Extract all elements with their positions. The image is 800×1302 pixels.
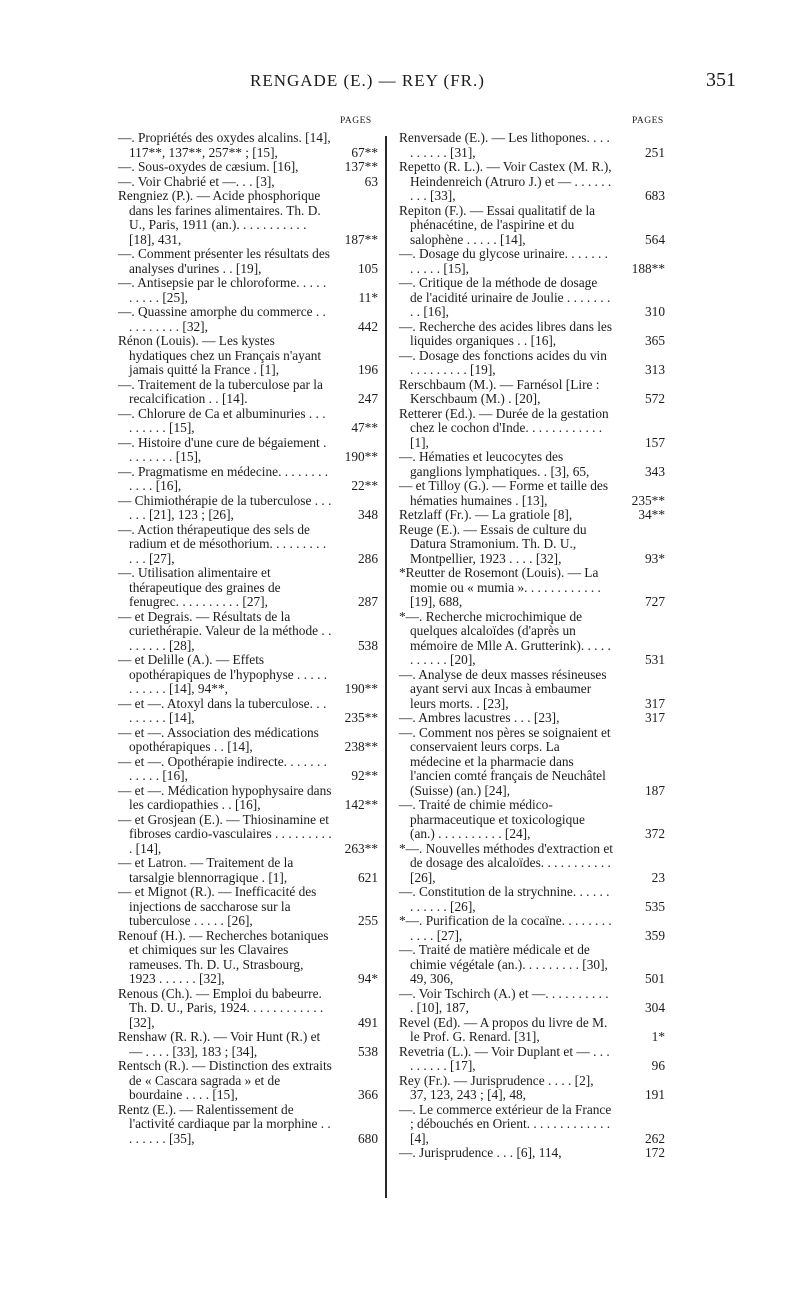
entry-text: —. Jurisprudence . . . [6], 114, (399, 1145, 562, 1160)
index-entry (118, 755, 378, 784)
entry-text: Repetto (R. L.). — Voir Castex (M. R.), Heindenreich (Atruro J.) et — . . . . . . . . . [33], (399, 159, 612, 203)
index-entry (118, 1103, 378, 1147)
entry-page: 235** (344, 710, 378, 725)
index-entry (118, 160, 378, 175)
running-head (0, 71, 800, 95)
entry-text: Rentsch (R.). — Distinction des extraits de « Cascara sagrada » et de bourdaine . . . . [15], (118, 1058, 332, 1102)
page-number: 351 (706, 69, 736, 91)
entry-page: 287 (357, 594, 378, 609)
entry-page: 538 (357, 1043, 378, 1059)
entry-page: 157 (644, 434, 665, 450)
entry-page: 680 (357, 1130, 378, 1146)
entry-page: 310 (644, 304, 665, 319)
entry-page: 196 (357, 362, 378, 377)
index-entry (399, 914, 665, 943)
index-entry (118, 1030, 378, 1059)
entry-text: —. Constitution de la strychnine. . . . . . . . . . . . [26], (399, 884, 610, 914)
index-entry (399, 1146, 665, 1161)
entry-text: Renouf (H.). — Recherches botaniques et chimiques sur les Clavaires rameuses. Th. D. U., Strasbourg, 1923 . . . . . . [32], (118, 927, 329, 986)
entry-text: Retzlaff (Fr.). — La gratiole [8], (399, 507, 573, 522)
entry-text: Rerschbaum (M.). — Farnésol [Lire : Kerschbaum (M.) . [20], (399, 376, 600, 406)
entry-page: 535 (644, 898, 665, 914)
index-entry (399, 378, 665, 407)
entry-text: —. Action thérapeutique des sels de radium et de mésothorium. . . . . . . . . . . . [27], (118, 521, 327, 566)
entry-text: Rengniez (P.). — Acide phosphorique dans les farines alimentaires. Th. D. U., Paris, 1911 (an.). . . . . . . . . . . [18], 431, (118, 188, 321, 247)
entry-text: Rentz (E.). — Ralentissement de l'activité cardiaque par la morphine . . . . . . . . [35], (118, 1101, 331, 1146)
index-entry (399, 610, 665, 668)
entry-text: *—. Nouvelles méthodes d'extraction et de dosage des alcaloïdes. . . . . . . . . . . [26], (399, 840, 613, 885)
entry-page: 262 (644, 1130, 665, 1146)
entry-text: —. Traité de matière médicale et de chimie végétale (an.). . . . . . . . . [30], 49, 306, (399, 942, 608, 986)
entry-text: —. Utilisation alimentaire et thérapeutique des graines de fenugrec. . . . . . . . . . [27], (118, 565, 281, 609)
index-entry (118, 305, 378, 334)
entry-text: —. Propriétés des oxydes alcalins. [14], 117**, 137**, 257** ; [15], (118, 130, 331, 160)
index-entry (118, 276, 378, 305)
entry-page: 190** (344, 449, 378, 464)
entry-text: *—. Purification de la cocaïne. . . . . . . . . . . . [27], (399, 913, 612, 943)
index-entry (118, 1059, 378, 1103)
entry-text: Repiton (F.). — Essai qualitatif de la phénacétine, de l'aspirine et du salophène . . . . . [14], (399, 202, 596, 247)
entry-text: — et —. Opothérapie indirecte. . . . . . . . . . . . [16], (118, 753, 327, 783)
index-entry (118, 653, 378, 697)
index-entry (399, 943, 665, 987)
index-entry (399, 885, 665, 914)
index-entry (118, 465, 378, 494)
index-entry (118, 885, 378, 929)
entry-text: Revetria (L.). — Voir Duplant et — . . . . . . . . . [17], (399, 1043, 610, 1073)
pages-column-label-right: PAGES (632, 116, 664, 126)
entry-text: — et —. Atoxyl dans la tuberculose. . . . . . . . . [14], (118, 695, 327, 725)
index-entry (399, 711, 665, 726)
left-column (118, 131, 378, 1146)
entry-text: —. Sous-oxydes de cæsium. [16], (118, 159, 299, 174)
entry-text: Rénon (Louis). — Les kystes hydatiques chez un Français n'ayant jamais quitté la France . [1], (118, 333, 322, 377)
entry-text: Renshaw (R. R.). — Voir Hunt (R.) et — . . . . [33], 183 ; [34], (118, 1029, 321, 1059)
entry-page: 251 (644, 144, 665, 160)
entry-text: —. Pragmatisme en médecine. . . . . . . . . . . . [16], (118, 463, 329, 493)
entry-text: — et Degrais. — Résultats de la curiethérapie. Valeur de la méthode . . . . . . . . [28], (118, 608, 332, 653)
index-entry (399, 1074, 665, 1103)
index-entry (118, 494, 378, 523)
entry-page: 372 (644, 826, 665, 841)
entry-page: 92** (351, 768, 378, 783)
entry-page: 235** (631, 492, 665, 508)
entry-text: *—. Recherche microchimique de quelques alcaloïdes (d'après un mémoire de Mlle A. Grutterink). . . . . . . . . . . [20], (399, 608, 611, 667)
entry-page: 317 (644, 695, 665, 711)
entry-text: Rey (Fr.). — Jurisprudence . . . . [2], 37, 123, 243 ; [4], 48, (399, 1072, 594, 1102)
entry-text: —. Recherche des acides libres dans les liquides organiques . . [16], (399, 318, 613, 348)
entry-page: 343 (644, 463, 665, 479)
index-entry (399, 204, 665, 248)
entry-page: 191 (644, 1087, 665, 1102)
index-entry (399, 1045, 665, 1074)
index-entry (118, 784, 378, 813)
entry-page: 531 (644, 652, 665, 667)
entry-text: —. Traité de chimie médico-pharmaceutique et toxicologique (an.) . . . . . . . . . . [24], (399, 797, 585, 841)
index-entry (118, 987, 378, 1031)
entry-page: 366 (357, 1087, 378, 1102)
entry-text: — et Grosjean (E.). — Thiosinamine et fibroses cardio-vasculaires . . . . . . . . . . [14], (118, 811, 332, 856)
column-divider (385, 136, 387, 1198)
entry-page: 564 (644, 231, 665, 247)
index-entry (399, 523, 665, 567)
entry-text: Revel (Ed). — A propos du livre de M. le Prof. G. Renard. [31], (399, 1014, 608, 1044)
index-entry (118, 566, 378, 610)
index-entry (118, 726, 378, 755)
index-entry (399, 842, 665, 886)
entry-page: 94* (357, 971, 378, 986)
index-entry (118, 610, 378, 654)
entry-page: 172 (644, 1145, 665, 1160)
entry-text: — et Tilloy (G.). — Forme et taille des hématies humaines . [13], (399, 478, 609, 508)
entry-page: 22** (351, 478, 378, 493)
entry-text: —. Quassine amorphe du commerce . . . . . . . . . . [32], (118, 304, 326, 334)
index-entry (118, 378, 378, 407)
index-entry (399, 450, 665, 479)
entry-page: 683 (644, 188, 665, 203)
entry-page: 538 (357, 637, 378, 653)
entry-page: 286 (357, 550, 378, 566)
entry-text: —. Hématies et leucocytes des ganglions lymphatiques. . [3], 65, (399, 449, 590, 479)
entry-text: — et Delille (A.). — Effets opothérapiques de l'hypophyse . . . . . . . . . . . [14], 94**, (118, 652, 328, 696)
entry-page: 348 (357, 507, 378, 522)
entry-text: — Chimiothérapie de la tuberculose . . . . . . [21], 123 ; [26], (118, 492, 332, 522)
entry-page: 187 (644, 782, 665, 798)
entry-page: 442 (357, 318, 378, 334)
entry-text: *Reutter de Rosemont (Louis). — La momie ou « mumia ». . . . . . . . . . . . [19], 688, (399, 565, 601, 609)
index-entry (118, 436, 378, 465)
entry-page: 67** (351, 144, 378, 160)
index-entry (399, 349, 665, 378)
index-entry (399, 566, 665, 610)
entry-page: 572 (644, 391, 665, 406)
index-entry (118, 856, 378, 885)
entry-page: 142** (344, 797, 378, 812)
entry-text: — et Mignot (R.). — Inefficacité des injections de saccharose sur la tuberculose . . . . . [26], (118, 884, 317, 928)
entry-text: —. Analyse de deux masses résineuses ayant servi aux Incas à embaumer leurs morts. . [23], (399, 666, 607, 711)
index-entry (399, 987, 665, 1016)
index-entry (399, 320, 665, 349)
entry-text: —. Le commerce extérieur de la France ; débouchés en Orient. . . . . . . . . . . . . [4], (399, 1101, 612, 1146)
entry-page: 727 (644, 594, 665, 609)
entry-page: 263** (344, 840, 378, 856)
entry-text: —. Chlorure de Ca et albuminuries . . . . . . . . . [15], (118, 405, 326, 435)
entry-page: 187** (344, 231, 378, 247)
entry-page: 188** (631, 260, 665, 276)
index-entry (399, 247, 665, 276)
entry-text: —. Voir Tschirch (A.) et —. . . . . . . . . . . [10], 187, (399, 985, 609, 1015)
index-entry (118, 523, 378, 567)
entry-page: 11* (358, 289, 378, 305)
entry-text: —. Dosage du glycose urinaire. . . . . . . . . . . . [15], (399, 246, 609, 276)
entry-page: 238** (344, 739, 378, 754)
index-entry (399, 160, 665, 204)
entry-page: 34** (638, 507, 665, 522)
entry-text: —. Traitement de la tuberculose par la recalcification . . [14]. (118, 376, 323, 406)
index-entry (118, 189, 378, 247)
index-entry (399, 479, 665, 508)
entry-page: 23 (651, 869, 665, 885)
entry-text: —. Comment présenter les résultats des analyses d'urines . . [19], (118, 246, 330, 276)
index-entry (399, 798, 665, 842)
entry-page: 304 (644, 1000, 665, 1015)
entry-page: 317 (644, 710, 665, 725)
running-title: RENGADE (E.) — REY (FR.) (250, 71, 485, 90)
entry-text: —. Critique de la méthode de dosage de l'acidité urinaire de Joulie . . . . . . . . . [16], (399, 275, 611, 319)
entry-text: —. Antisepsie par le chloroforme. . . . . . . . . . [25], (118, 275, 327, 305)
entry-page: 255 (357, 913, 378, 928)
entry-page: 621 (357, 869, 378, 885)
entry-page: 93* (644, 550, 665, 566)
index-entry (399, 668, 665, 712)
entry-text: Retterer (Ed.). — Durée de la gestation chez le cochon d'Inde. . . . . . . . . . . . [1], (399, 405, 609, 450)
entry-page: 96 (651, 1058, 665, 1073)
entry-text: Reuge (E.). — Essais de culture du Datura Stramonium. Th. D. U., Montpellier, 1923 . . . . [32], (399, 521, 587, 566)
entry-page: 359 (644, 927, 665, 943)
index-entry (399, 508, 665, 523)
entry-text: — et —. Médication hypophysaire dans les cardiopathies . . [16], (118, 782, 332, 812)
index-entry (118, 131, 378, 160)
index-entry (399, 407, 665, 451)
index-entry (118, 407, 378, 436)
entry-text: — et —. Association des médications opothérapiques . . [14], (118, 724, 319, 754)
index-entry (118, 247, 378, 276)
entry-page: 63 (364, 173, 378, 189)
right-column (399, 131, 665, 1161)
index-entry (399, 276, 665, 320)
index-entry (118, 175, 378, 190)
index-entry (118, 334, 378, 378)
entry-page: 491 (357, 1014, 378, 1030)
index-entry (399, 131, 665, 160)
entry-text: Renous (Ch.). — Emploi du babeurre. Th. D. U., Paris, 1924. . . . . . . . . . . . [32], (118, 985, 324, 1030)
entry-text: — et Latron. — Traitement de la tarsalgie blennorragique . [1], (118, 855, 294, 885)
pages-column-label-left: PAGES (340, 116, 372, 126)
entry-page: 190** (344, 681, 378, 696)
entry-text: —. Dosage des fonctions acides du vin . . . . . . . . . [19], (399, 347, 607, 377)
entry-page: 247 (357, 391, 378, 406)
index-entry (399, 1016, 665, 1045)
entry-page: 137** (344, 159, 378, 174)
entry-text: Renversade (E.). — Les lithopones. . . . . . . . . . [31], (399, 130, 610, 160)
entry-text: —. Ambres lacustres . . . [23], (399, 710, 560, 725)
index-entry (118, 813, 378, 857)
entry-page: 313 (644, 362, 665, 377)
index-entry (399, 726, 665, 799)
entry-page: 1* (651, 1029, 665, 1044)
index-entry (118, 697, 378, 726)
index-entry (118, 929, 378, 987)
entry-text: —. Comment nos pères se soignaient et conservaient leurs corps. La médecine et la pharmacie dans l'ancien comté français de Neuchâtel (Suisse) (an.) [24], (399, 724, 611, 798)
index-entry (399, 1103, 665, 1147)
entry-page: 501 (644, 971, 665, 986)
entry-page: 47** (351, 420, 378, 435)
entry-page: 365 (644, 333, 665, 348)
entry-text: —. Voir Chabrié et —. . . [3], (118, 173, 275, 189)
entry-text: —. Histoire d'une cure de bégaiement . . . . . . . . [15], (118, 434, 327, 464)
entry-page: 105 (357, 260, 378, 276)
